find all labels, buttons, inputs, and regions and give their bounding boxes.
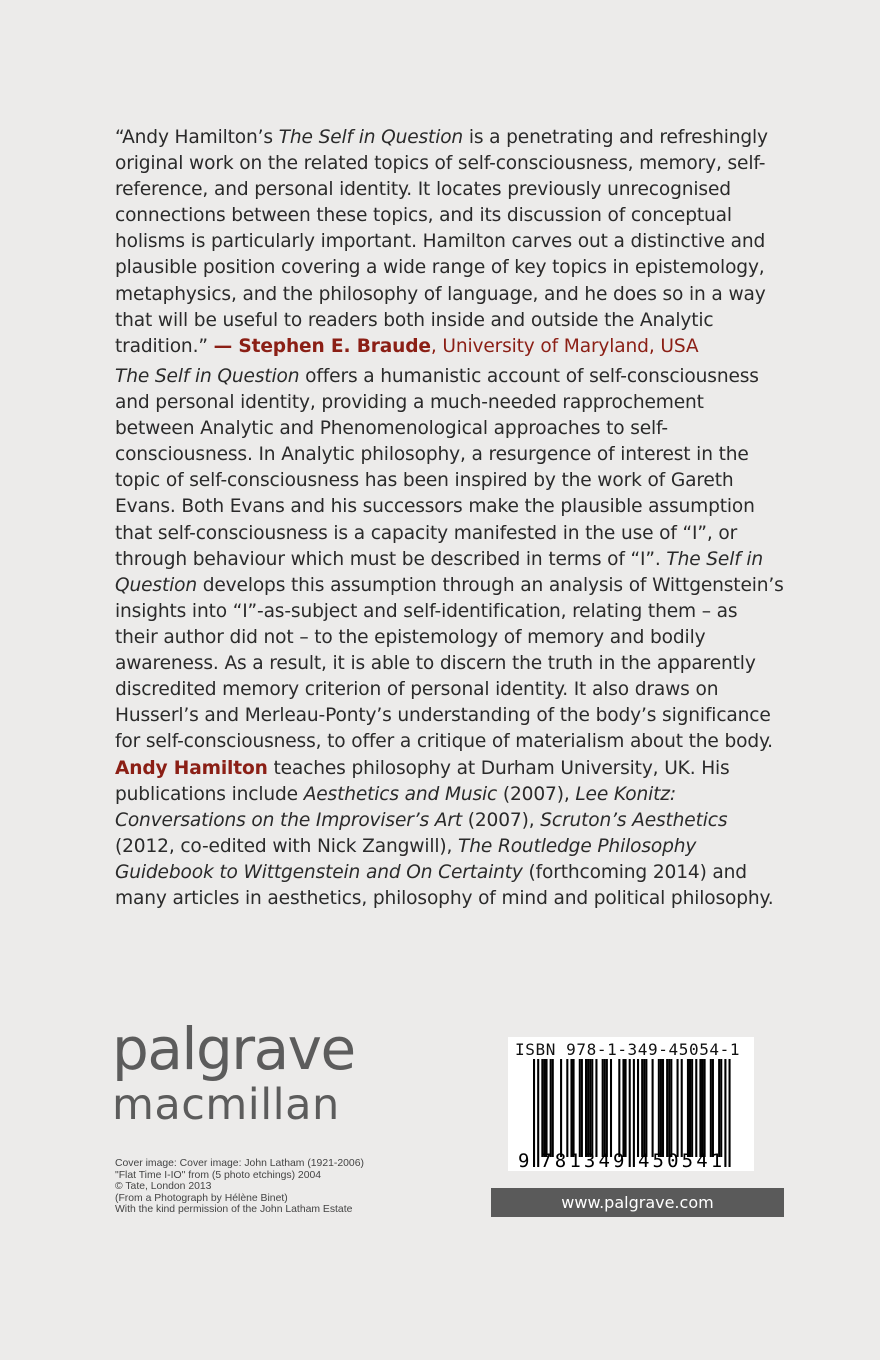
barcode-bar <box>729 1059 731 1167</box>
credit-line: © Tate, London 2013 <box>115 1181 212 1193</box>
barcode-bar <box>660 1059 662 1157</box>
barcode-bar <box>545 1059 547 1157</box>
barcode-bar <box>533 1059 535 1167</box>
barcode-bar <box>637 1059 639 1157</box>
barcode-bar <box>695 1059 697 1157</box>
barcode-bar <box>573 1059 575 1157</box>
barcode-bar <box>718 1059 720 1157</box>
barcode-bar <box>643 1059 645 1157</box>
barcode-bar <box>633 1059 635 1167</box>
description-text-2: develops this assumption through an analysis of Wittgenstein’s insights into “I”-as-subject and self-identification, relating them – as their author did not – to the epistemology of memory and bodily awareness. As a result, it is able to discern the truth in the apparently discredited memory criterion of personal identity. It also draws on Husserl’s and Merleau-Ponty’s understanding of the body’s significance for self-consciousness, to offer a critique of materialism about the body. <box>115 574 784 753</box>
author-bio <box>115 756 785 913</box>
barcode-digits: 1 <box>569 1150 581 1171</box>
barcode-bar <box>581 1059 583 1157</box>
barcode-bar <box>658 1059 660 1157</box>
credit-line: "Flat Time I-IO" from (5 photo etchings) 2004 <box>115 1169 322 1181</box>
barcode-bar <box>687 1059 689 1157</box>
barcode-bar <box>552 1059 554 1157</box>
barcode-digits: 5 <box>652 1150 665 1171</box>
bio-book-4: The Routledge Philosophy Guidebook to Wittgenstein and On Certainty <box>115 836 697 884</box>
barcode-digits: 1 <box>710 1150 723 1171</box>
publisher-url-text[interactable]: www.palgrave.com <box>561 1193 714 1212</box>
barcode-digits: 4 <box>696 1150 708 1171</box>
author-name: Andy Hamilton <box>115 758 268 779</box>
logo-line-macmillan: macmillan <box>112 1080 340 1130</box>
barcode-digits: 3 <box>583 1150 596 1171</box>
barcode-bar <box>677 1059 679 1157</box>
barcode-bar <box>720 1059 722 1157</box>
barcode-bar <box>681 1059 683 1157</box>
barcode-digits: 8 <box>554 1150 567 1171</box>
barcode-bar <box>670 1059 672 1157</box>
barcode-digits: 4 <box>638 1150 650 1171</box>
barcode-bar <box>606 1059 608 1157</box>
description-text-1: offers a humanistic account of self-consciousness and personal identity, providing a much-needed rapprochement between Analytic and Phenomenological approaches to self-consciousness. In Analytic philosophy, a resurgence of interest in the topic of self-consciousness has been inspired by the work of Gareth Evans. Both Evans and his successors make the plausible assumption that self-consciousness is a capacity manifested in the use of “I”, or through behaviour which must be described in terms of “I”. <box>115 366 759 570</box>
quote-attribution-name: — Stephen E. Braude <box>213 335 431 357</box>
barcode-bar <box>689 1059 691 1157</box>
barcode-bar <box>570 1059 572 1157</box>
barcode-bar <box>652 1059 654 1157</box>
barcode-bar <box>541 1059 543 1157</box>
bio-text-4: (2012, co-edited with Nick Zangwill), <box>115 836 459 858</box>
barcode-bar <box>629 1059 631 1167</box>
bio-book-3: Scruton’s Aesthetics <box>540 810 728 832</box>
barcode-bar <box>645 1059 647 1157</box>
barcode-bar <box>662 1059 664 1157</box>
bio-text-5: (forthcoming 2014) and many articles in aesthetics, philosophy of mind and political philosophy. <box>115 862 774 910</box>
description-book-title-2: The Self in Question <box>115 548 764 596</box>
barcode-digits: 7 <box>540 1150 552 1171</box>
bio-text-3: (2007), <box>462 810 541 832</box>
barcode-digits: 4 <box>598 1150 610 1171</box>
quote-paragraph <box>115 125 785 360</box>
logo-line-palgrave: palgrave <box>112 1015 355 1083</box>
barcode-bar <box>595 1059 597 1157</box>
barcode-bar <box>712 1059 714 1157</box>
book-description <box>115 364 785 755</box>
barcode-bar <box>560 1059 562 1157</box>
barcode-digits: 5 <box>681 1150 694 1171</box>
barcode-bar <box>604 1059 606 1157</box>
publisher-url[interactable] <box>491 1188 784 1217</box>
barcode-bar <box>591 1059 593 1157</box>
barcode-bar <box>704 1059 706 1157</box>
credit-line: (From a Photograph by Hélène Binet) <box>115 1192 288 1204</box>
palgrave-macmillan-logo <box>112 1015 355 1130</box>
credit-line: Cover image: Cover image: John Latham (1921-2006) <box>115 1158 364 1169</box>
barcode-bar <box>587 1059 589 1157</box>
barcode-bar <box>579 1059 581 1157</box>
endorsement-quote <box>115 125 785 360</box>
barcode-bar <box>566 1059 568 1157</box>
quote-text-start: “Andy Hamilton’s <box>115 127 279 148</box>
barcode-bar <box>668 1059 670 1157</box>
bio-text-2: (2007), <box>497 784 576 806</box>
barcode-bar <box>666 1059 668 1157</box>
barcode-bar <box>699 1059 701 1157</box>
barcode-bar <box>543 1059 545 1157</box>
quote-book-title: The Self in Question <box>278 127 464 148</box>
bio-paragraph <box>115 756 785 913</box>
barcode-bar <box>641 1059 643 1157</box>
barcode-bar <box>610 1059 612 1157</box>
cover-image-credits <box>115 1158 364 1216</box>
barcode-bar <box>602 1059 604 1157</box>
barcode-bar <box>622 1059 624 1157</box>
quote-attribution-affiliation: , University of Maryland, USA <box>430 335 699 357</box>
barcode-digits: 9 <box>518 1150 530 1171</box>
barcode-bar <box>589 1059 591 1157</box>
barcode-bar <box>550 1059 552 1157</box>
credit-line: With the kind permission of the John Latham Estate <box>115 1204 353 1216</box>
bio-book-1: Aesthetics and Music <box>303 784 498 806</box>
bio-book-2: Lee Konitz: Conversations on the Improviser’s Art <box>115 784 677 832</box>
barcode-bar <box>691 1059 693 1157</box>
quote-text-body: is a penetrating and refreshingly original work on the related topics of self-consciousness, memory, self-reference, and personal identity. It locates previously unrecognised connections between these topics, and its discussion of conceptual holisms is particularly important. Hamilton carves out a distinctive and plausible position covering a wide range of key topics in epistemology, metaphysics, and the philosophy of language, and he does so in a way that will be useful to readers both inside and outside the Analytic tradition.” <box>115 127 768 357</box>
barcode-bar <box>537 1059 539 1167</box>
barcode-bar <box>585 1059 587 1157</box>
isbn-barcode <box>508 1037 754 1171</box>
barcode-bar <box>710 1059 712 1157</box>
description-paragraph <box>115 364 785 755</box>
bio-text-1: teaches philosophy at Durham University, UK. His publications include <box>115 758 730 806</box>
barcode-bar <box>625 1059 627 1157</box>
barcode-bar <box>618 1059 620 1157</box>
isbn-label: ISBN 978-1-349-45054-1 <box>515 1040 741 1059</box>
barcode-bar <box>701 1059 703 1157</box>
barcode-digits: 9 <box>613 1150 625 1171</box>
barcode-bar <box>724 1059 726 1167</box>
description-book-title: The Self in Question <box>115 366 300 387</box>
barcode-digits: 0 <box>667 1150 679 1171</box>
